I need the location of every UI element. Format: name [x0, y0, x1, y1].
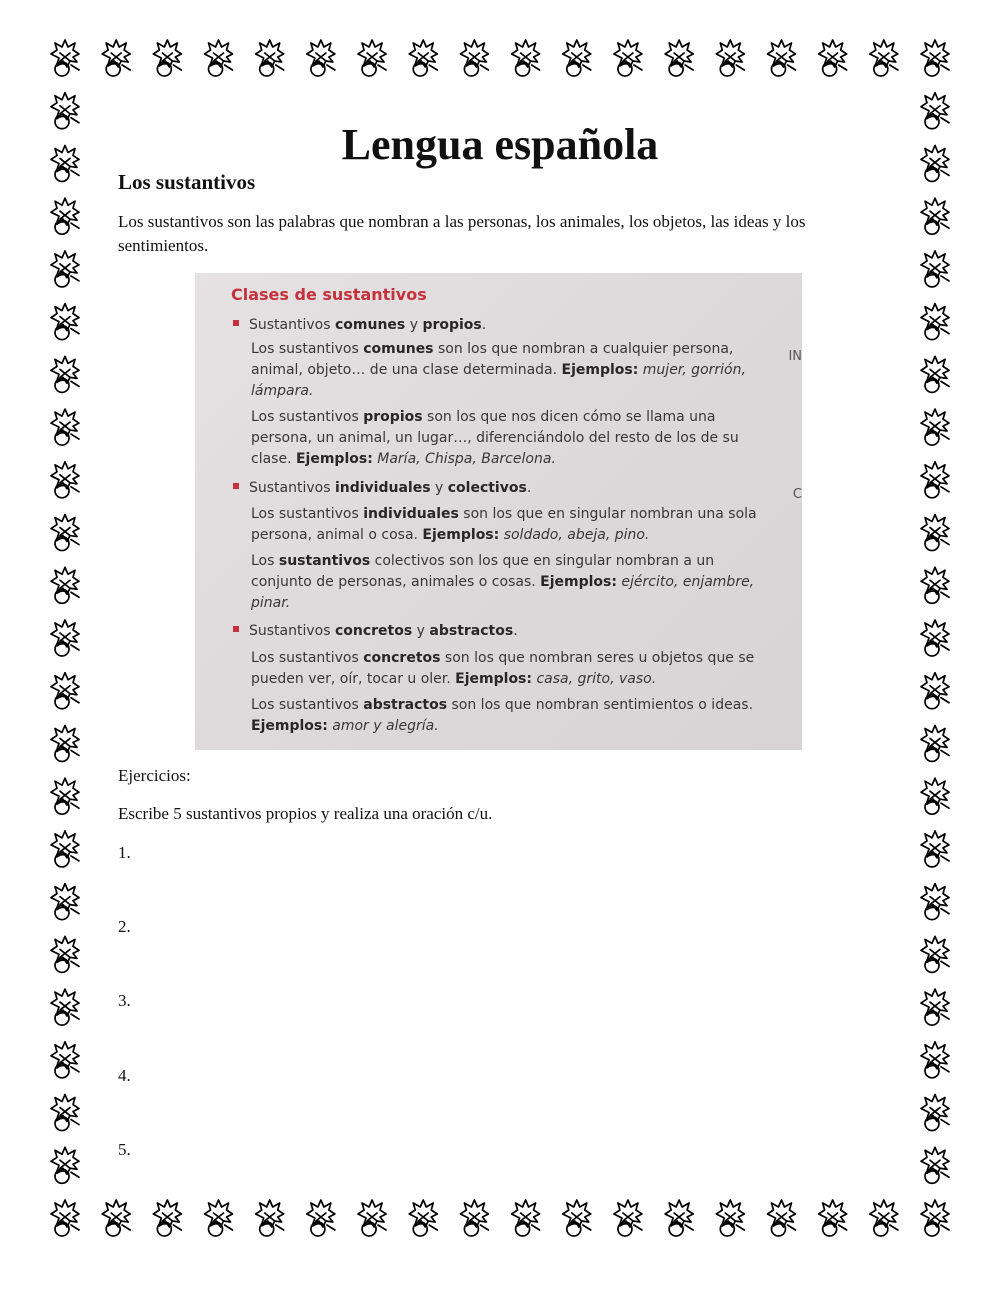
textbook-photo [195, 273, 802, 750]
doodle-icon [205, 1200, 233, 1236]
doodle-icon [409, 1200, 437, 1236]
doodle-icon [921, 251, 949, 287]
bullet-comunes-propios: Sustantivos comunes y propios. [233, 317, 486, 333]
doodle-icon [153, 40, 181, 76]
doodle-icon [921, 725, 949, 761]
text-abstractos: Los sustantivos abstractos son los que nombran sentimientos o ideas. Ejemplos: amor y alegría. [251, 697, 754, 734]
text-colectivos: Los sustantivos colectivos son los que en singular nombran a un conjunto de personas, animales o cosas. Ejemplos: ejército, enjambre, pinar. [251, 553, 755, 611]
doodle-icon [51, 778, 79, 814]
doodle-icon [51, 620, 79, 656]
exercise-instruction: Escribe 5 sustantivos propios y realiza una oración c/u. [118, 804, 493, 823]
doodle-icon [921, 567, 949, 603]
doodle-icon [51, 989, 79, 1025]
doodle-icon [51, 673, 79, 709]
bullet-square-icon [233, 320, 239, 326]
doodle-icon [921, 620, 949, 656]
doodle-icon [870, 1200, 898, 1236]
doodle-icon [51, 725, 79, 761]
doodle-icon [921, 1200, 949, 1236]
doodle-icon [51, 1095, 79, 1131]
doodle-icon [358, 1200, 386, 1236]
text-concretos: Los sustantivos concretos son los que nombran seres u objetos que se pueden ver, oír, tocar u oler. Ejemplos: casa, grito, vaso. [251, 650, 755, 687]
doodle-icon [921, 778, 949, 814]
doodle-icon [921, 409, 949, 445]
text-propios: Los sustantivos propios son los que nos dicen cómo se llama una persona, un animal, un lugar…, diferenciándolo del resto de los de su clase. Ejemplos: María, Chispa, Barcelona. [251, 409, 739, 467]
doodle-icon [921, 515, 949, 551]
doodle-icon [51, 198, 79, 234]
doodle-icon [153, 1200, 181, 1236]
doodle-icon [921, 1042, 949, 1078]
doodle-icon [512, 1200, 540, 1236]
doodle-icon [51, 567, 79, 603]
section-subtitle: Los sustantivos [118, 170, 256, 194]
doodle-icon [512, 40, 540, 76]
photo-heading: Clases de sustantivos [231, 285, 427, 304]
exercise-item-1: 1. [118, 843, 131, 862]
doodle-icon [51, 936, 79, 972]
doodle-icon [51, 831, 79, 867]
doodle-icon [921, 356, 949, 392]
bullet-square-icon [233, 626, 239, 632]
doodle-icon [51, 1200, 79, 1236]
doodle-icon [51, 409, 79, 445]
doodle-icon [51, 462, 79, 498]
doodle-icon [51, 1147, 79, 1183]
doodle-icon [51, 515, 79, 551]
doodle-icon [358, 40, 386, 76]
exercise-item-3: 3. [118, 991, 131, 1010]
doodle-icon [102, 1200, 130, 1236]
doodle-icon [205, 40, 233, 76]
doodle-icon [921, 989, 949, 1025]
doodle-icon [665, 1200, 693, 1236]
doodle-icon [51, 356, 79, 392]
page-title: Lengua española [341, 120, 659, 169]
doodle-icon [256, 40, 284, 76]
doodle-icon [921, 936, 949, 972]
cut-off-edge-text: C [792, 487, 802, 502]
exercise-item-4: 4. [118, 1066, 131, 1085]
doodle-icon [409, 40, 437, 76]
doodle-icon [870, 40, 898, 76]
doodle-icon [102, 40, 130, 76]
doodle-icon [716, 40, 744, 76]
doodle-icon [563, 40, 591, 76]
doodle-icon [819, 1200, 847, 1236]
doodle-icon [767, 1200, 795, 1236]
doodle-icon [614, 1200, 642, 1236]
doodle-icon [921, 884, 949, 920]
doodle-icon [460, 1200, 488, 1236]
doodle-icon [921, 304, 949, 340]
doodle-icon [51, 251, 79, 287]
bullet-square-icon [233, 483, 239, 489]
doodle-icon [51, 1042, 79, 1078]
bullet-individuales-colectivos: Sustantivos individuales y colectivos. [233, 480, 531, 496]
doodle-icon [51, 40, 79, 76]
exercise-item-5: 5. [118, 1140, 131, 1159]
doodle-icon [563, 1200, 591, 1236]
doodle-icon [921, 462, 949, 498]
doodle-icon [51, 884, 79, 920]
doodle-icon [921, 673, 949, 709]
doodle-icon [665, 40, 693, 76]
doodle-icon [256, 1200, 284, 1236]
doodle-icon [716, 1200, 744, 1236]
text-individuales: Los sustantivos individuales son los que en singular nombran una sola persona, animal o cosa. Ejemplos: soldado, abeja, pino. [251, 506, 757, 543]
doodle-icon [614, 40, 642, 76]
doodle-icon [921, 1095, 949, 1131]
doodle-icon [767, 40, 795, 76]
doodle-icon [921, 198, 949, 234]
doodle-icon [921, 40, 949, 76]
doodle-icon [51, 304, 79, 340]
doodle-icon [307, 1200, 335, 1236]
doodle-icon [307, 40, 335, 76]
cut-off-edge-text: IN [788, 349, 802, 364]
bullet-concretos-abstractos: Sustantivos concretos y abstractos. [233, 623, 518, 639]
doodle-icon [921, 831, 949, 867]
doodle-icon [819, 40, 847, 76]
exercises-heading: Ejercicios: [118, 766, 191, 785]
doodle-icon [460, 40, 488, 76]
exercise-item-2: 2. [118, 917, 131, 936]
text-comunes: Los sustantivos comunes son los que nombran a cualquier persona, animal, objeto… de una clase determinada. Ejemplos: mujer, gorrión, lámpara. [251, 341, 746, 399]
doodle-icon [921, 1147, 949, 1183]
definition-paragraph: Los sustantivos son las palabras que nombran a las personas, los animales, los objetos, las ideas y los sentimientos. [118, 212, 806, 255]
